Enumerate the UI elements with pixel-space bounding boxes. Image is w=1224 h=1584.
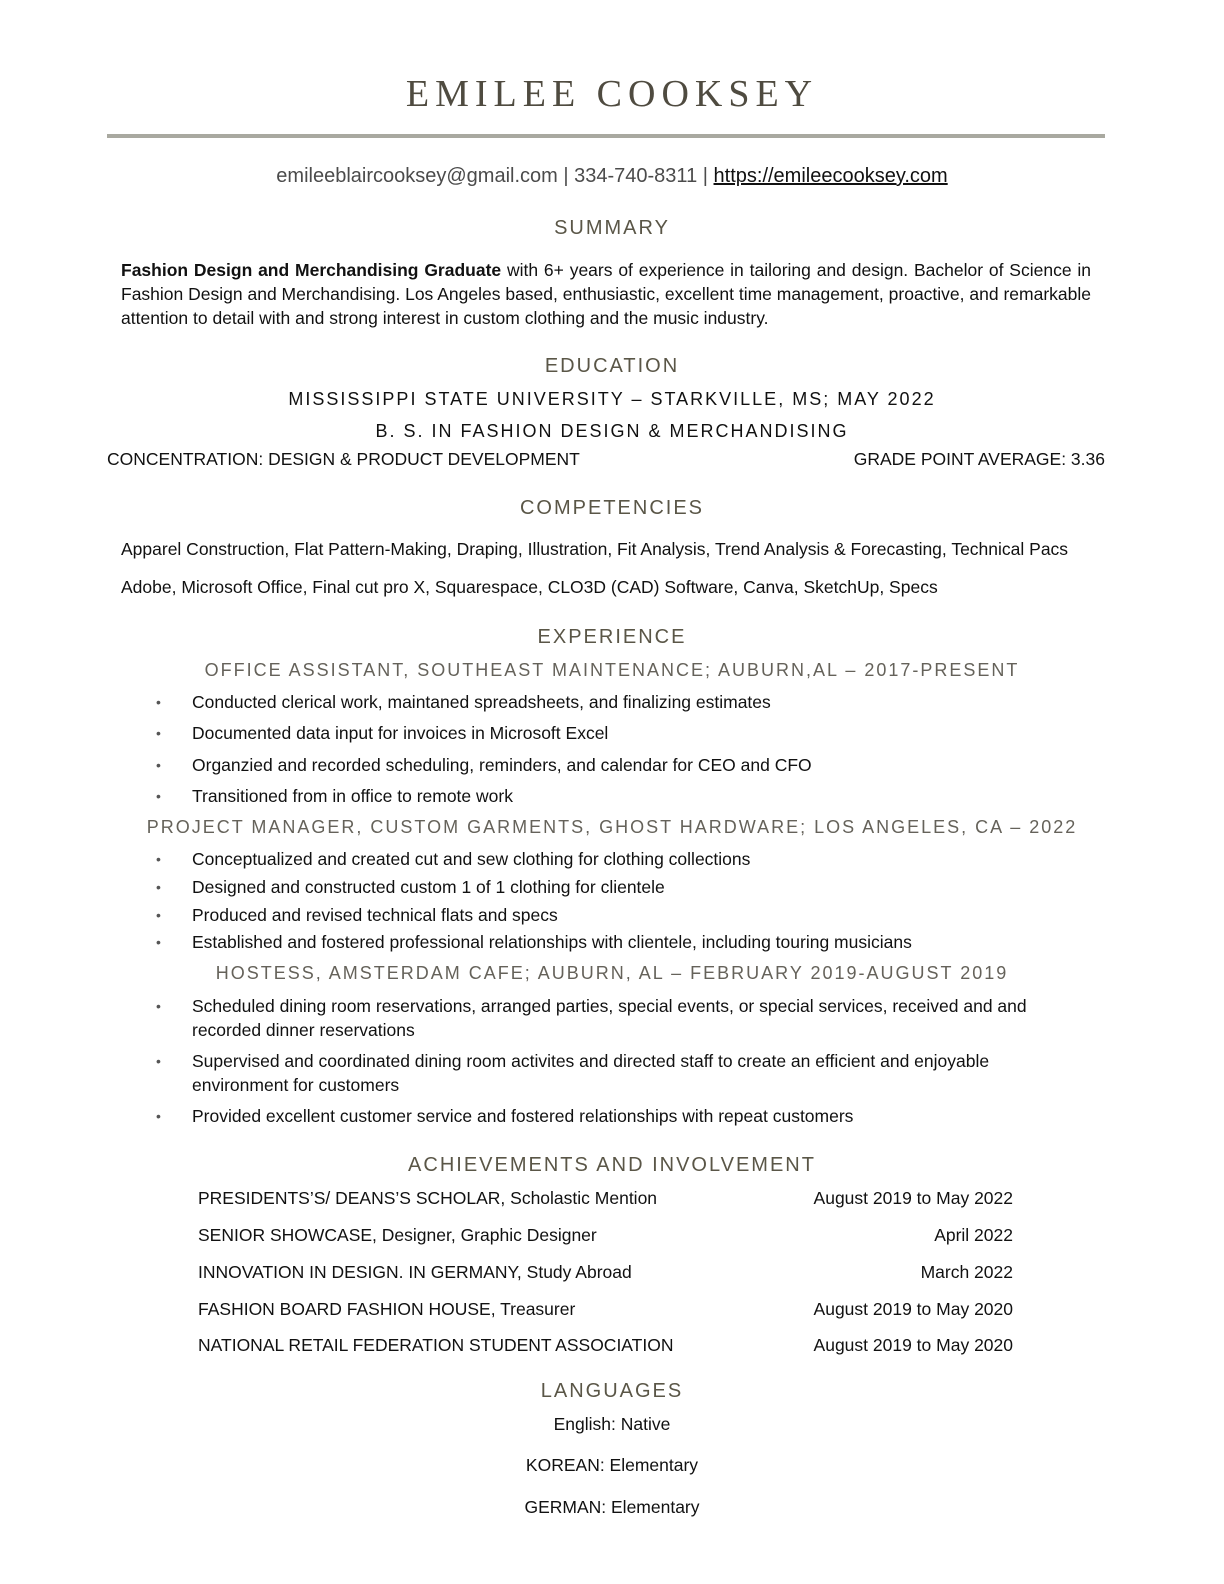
job-bullet: • Documented data input for invoices in Microsoft Excel	[192, 721, 608, 745]
summary-lead: Fashion Design and Merchandising Graduate	[121, 260, 502, 280]
achievement-label: INNOVATION IN DESIGN. IN GERMANY, Study Abroad	[198, 1262, 632, 1282]
job-bullet: • Scheduled dining room reservations, arranged parties, special events, or special services, received and and recorded dinner reservations	[192, 994, 1072, 1042]
education-gpa: GRADE POINT AVERAGE: 3.36	[853, 449, 1105, 469]
achievement-date: April 2022	[934, 1225, 1013, 1245]
contact-line	[0, 165, 1224, 188]
education-degree: B. S. IN FASHION DESIGN & MERCHANDISING	[375, 421, 849, 441]
achievement-date: March 2022	[920, 1262, 1013, 1282]
job-title: HOSTESS, AMSTERDAM CAFE; AUBURN, AL – FEBRUARY 2019-AUGUST 2019	[215, 963, 1009, 983]
summary-heading: SUMMARY	[554, 217, 670, 239]
education-concentration: CONCENTRATION: DESIGN & PRODUCT DEVELOPMENT	[107, 449, 580, 469]
language-item: English: Native	[553, 1414, 671, 1434]
job-title: PROJECT MANAGER, CUSTOM GARMENTS, GHOST HARDWARE; LOS ANGELES, CA – 2022	[146, 817, 1078, 837]
job-title: OFFICE ASSISTANT, SOUTHEAST MAINTENANCE; AUBURN,AL – 2017-PRESENT	[204, 660, 1020, 680]
achievement-date: August 2019 to May 2020	[813, 1299, 1013, 1319]
experience-heading: EXPERIENCE	[537, 626, 687, 648]
email-text: emileeblaircooksey@gmail.com	[276, 165, 558, 187]
education-heading: EDUCATION	[544, 355, 680, 377]
summary-text: with 6+ years of experience in tailoring and design. Bachelor of Science in Fashion Design and Merchandising. Los Angeles based, enthusiastic, excellent time management, proactive, and remarkable attention to detail with and strong interest in custom clothing and the music industry.	[121, 260, 1091, 328]
job-bullet: • Conducted clerical work, maintaned spreadsheets, and finalizing estimates	[192, 690, 771, 714]
job-bullet: • Designed and constructed custom 1 of 1 clothing for clientele	[192, 875, 665, 899]
job-bullet: • Established and fostered professional relationships with clientele, including touring musicians	[192, 930, 912, 954]
contact-separator: |	[702, 165, 708, 187]
competencies-skills: Apparel Construction, Flat Pattern-Making, Draping, Illustration, Fit Analysis, Trend Analysis & Forecasting, Technical Pacs	[121, 539, 1069, 559]
phone-text: 334-740-8311	[574, 165, 698, 187]
job-bullet: • Supervised and coordinated dining room activites and directed staff to create an efficient and enjoyable environment for customers	[192, 1049, 1052, 1097]
competencies-heading: COMPETENCIES	[519, 497, 705, 519]
job-bullet: • Produced and revised technical flats and specs	[192, 903, 558, 927]
achievement-date: August 2019 to May 2020	[813, 1335, 1013, 1355]
achievement-label: FASHION BOARD FASHION HOUSE, Treasurer	[198, 1299, 576, 1319]
achievement-date: August 2019 to May 2022	[813, 1188, 1013, 1208]
achievement-label: PRESIDENTS’S/ DEANS’S SCHOLAR, Scholastic Mention	[198, 1188, 658, 1208]
education-school: MISSISSIPPI STATE UNIVERSITY – STARKVILLE, MS; MAY 2022	[288, 389, 936, 409]
website-link[interactable]: https://emileecooksey.com	[713, 165, 948, 187]
languages-heading: LANGUAGES	[540, 1380, 684, 1402]
competencies-software: Adobe, Microsoft Office, Final cut pro X, Squarespace, CLO3D (CAD) Software, Canva, SketchUp, Specs	[121, 577, 938, 597]
job-bullet: • Organzied and recorded scheduling, reminders, and calendar for CEO and CFO	[192, 753, 812, 777]
job-bullet: • Transitioned from in office to remote work	[192, 784, 513, 808]
language-item: KOREAN: Elementary	[525, 1455, 699, 1475]
header-divider	[107, 134, 1105, 138]
summary-paragraph	[121, 258, 1091, 330]
achievement-label: NATIONAL RETAIL FEDERATION STUDENT ASSOCIATION	[198, 1335, 674, 1355]
job-bullet: • Conceptualized and created cut and sew clothing for clothing collections	[192, 847, 750, 871]
language-item: GERMAN: Elementary	[524, 1497, 700, 1517]
job-bullet: • Provided excellent customer service and fostered relationships with repeat customers	[192, 1104, 853, 1128]
resume-name: EMILEE COOKSEY	[405, 73, 819, 115]
contact-separator: |	[563, 165, 569, 187]
achievements-heading: ACHIEVEMENTS AND INVOLVEMENT	[408, 1154, 816, 1176]
achievement-label: SENIOR SHOWCASE, Designer, Graphic Designer	[198, 1225, 597, 1245]
